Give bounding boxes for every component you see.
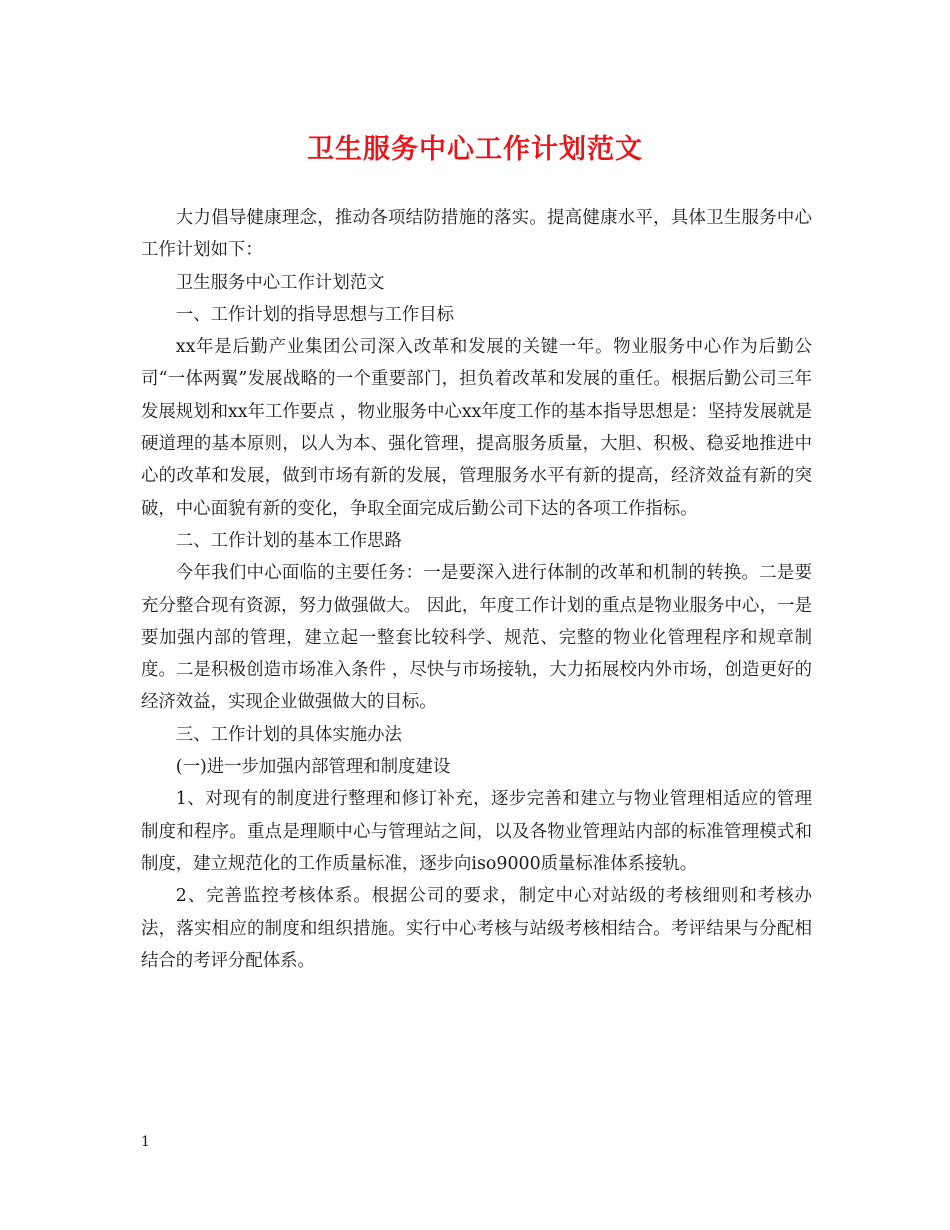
paragraph-work-approach: 今年我们中心面临的主要任务：一是要深入进行体制的改革和机制的转换。二是要充分整合现有资源，努力做强做大。 因此，年度工作计划的重点是物业服务中心，一是要加强内部的管理，建立起一整套比较科学、规范、完整的物业化管理程序和规章制度。二是积极创造市场准入条件 ，尽快与市场接轨，大力拓展校内外市场，创造更好的经济效益，实现企业做强做大的目标。 [141, 563, 812, 713]
page-number: 1 [141, 1134, 150, 1150]
list-item-2: 2、完善监控考核体系。根据公司的要求，制定中心对站级的考核细则和考核办法，落实相应的制度和组织措施。实行中心考核与站级考核相结合。考评结果与分配相结合的考评分配体系。 [141, 886, 812, 971]
section-heading-1: 一、工作计划的指导思想与工作目标 [175, 304, 455, 325]
subsection-heading-1: (一)进一步加强内部管理和制度建设 [175, 757, 451, 778]
paragraph-subtitle: 卫生服务中心工作计划范文 [175, 272, 385, 293]
section-heading-2: 二、工作计划的基本工作思路 [175, 530, 402, 551]
list-item-1: 1、对现有的制度进行整理和修订补充，逐步完善和建立与物业管理相适应的管理制度和程序。重点是理顺中心与管理站之间，以及各物业管理站内部的标准管理模式和制度，建立规范化的工作质量标准，逐步向iso9000质量标准体系接轨。 [141, 789, 812, 874]
paragraph-intro: 大力倡导健康理念，推动各项结防措施的落实。提高健康水平，具体卫生服务中心工作计划如下： [141, 208, 812, 261]
paragraph-guiding-thought: xx年是后勤产业集团公司深入改革和发展的关键一年。物业服务中心作为后勤公司“一体两翼”发展战略的一个重要部门，担负着改革和发展的重任。根据后勤公司三年发展规划和xx年工作要点 ，物业服务中心xx年度工作的基本指导思想是：坚持发展就是硬道理的基本原则，以人为本、强化管理，提高服务质量，大胆、积极、稳妥地推进中心的改革和发展，做到市场有新的发展，管理服务水平有新的提高，经济效益有新的突破，中心面貌有新的变化，争取全面完成后勤公司下达的各项工作指标。 [141, 337, 812, 519]
document-title: 卫生服务中心工作计划范文 [307, 134, 643, 165]
section-heading-3: 三、工作计划的具体实施办法 [175, 724, 402, 745]
document-body [141, 202, 812, 977]
